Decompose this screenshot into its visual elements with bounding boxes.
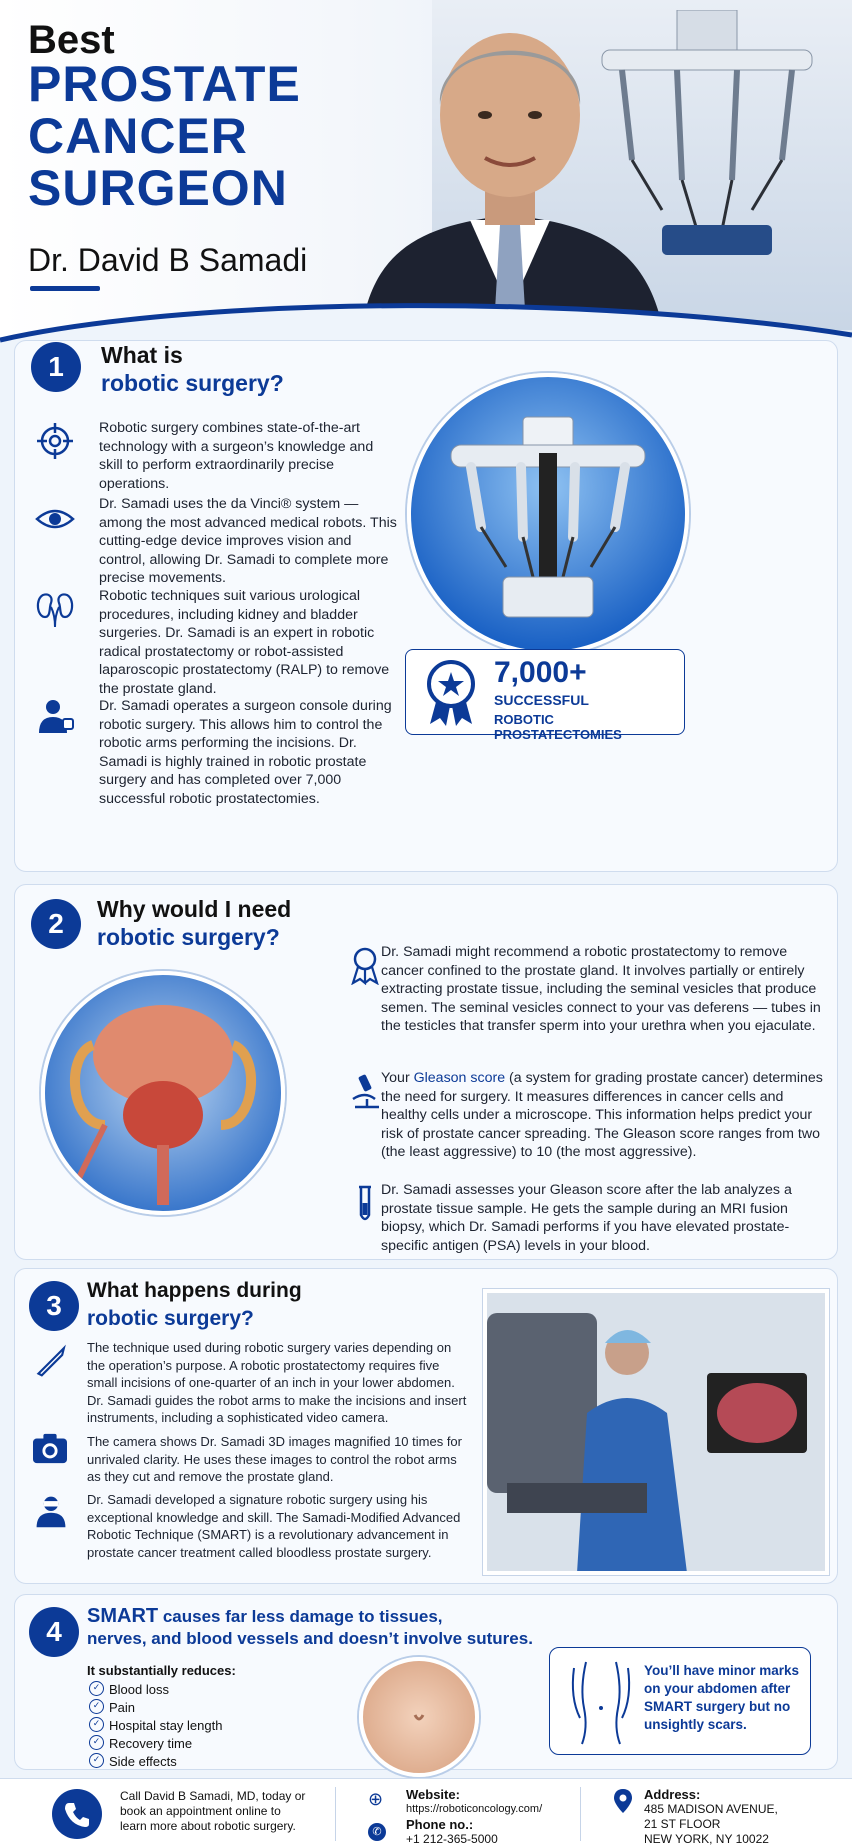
- globe-icon: ⊕: [368, 1789, 384, 1809]
- website-link[interactable]: https://roboticoncology.com/: [406, 1803, 543, 1815]
- footer-divider: [580, 1787, 581, 1841]
- microscope-icon: [345, 1071, 385, 1111]
- stat-line-2: ROBOTIC PROSTATECTOMIES: [494, 712, 622, 742]
- stat-number: 7,000+: [494, 656, 587, 689]
- target-icon: [35, 421, 75, 461]
- gleason-score-link[interactable]: Gleason score: [413, 1070, 506, 1086]
- surgeon-console-photo: [483, 1289, 829, 1575]
- title-line-1: PROSTATE: [28, 56, 301, 112]
- smart-headline: SMART causes far less damage to tissues, nerves, and blood vessels and doesn’t involve sutures.: [87, 1605, 533, 1648]
- footer-divider: [335, 1787, 336, 1841]
- test-tube-icon: [345, 1183, 385, 1223]
- section2-text-2: Your Gleason score (a system for grading prostate cancer) determines the need for surgery. It measures differences in cancer cells and healthy cells under a microscope. This information helps predict your risk of prostate cancer spreading. The Gleason score ranges from two (the least aggressive) to 10 (the most aggressive).: [381, 1070, 823, 1161]
- section3-text-2: The camera shows Dr. Samadi 3D images magnified 10 times for unrivaled clarity. He uses these images to control the robot arms as they cut and remove the prostate gland.: [87, 1434, 462, 1485]
- title-line-2: CANCER: [28, 108, 248, 164]
- header-best: Best: [28, 18, 115, 62]
- doctor-portrait: [320, 10, 700, 340]
- prostate-anatomy-image: [41, 971, 285, 1215]
- scalpel-icon: [35, 1343, 69, 1377]
- list-item: ✓ Side effects: [89, 1753, 222, 1771]
- section1-text-1: Robotic surgery combines state-of-the-art technology with a surgeon’s knowledge and skill to perform extraordinarily precise operations.: [99, 420, 374, 492]
- stat-line-1: SUCCESSFUL: [494, 692, 589, 708]
- surgeon-icon: [35, 695, 75, 735]
- eye-icon: [35, 499, 75, 539]
- footer: [0, 1778, 852, 1847]
- doctor-name: Dr. David B Samadi: [28, 242, 308, 278]
- camera-icon: [31, 1431, 69, 1465]
- section-number: 4: [29, 1607, 79, 1657]
- section1-text-3: Robotic techniques suit various urological procedures, including kidney and bladder surgeries. Dr. Samadi is an expert in robotic radical prostatectomy or robot-assisted laparoscopic prostatectomy (RALP) to remove the prostate gland.: [99, 588, 390, 697]
- section2-text-3: Dr. Samadi assesses your Gleason score after the lab analyzes a prostate tissue sample. He gets the sample during an MRI fusion biopsy, which Dr. Samadi performs if you have elevated prostate-specific antigen (PSA) levels in your blood.: [381, 1182, 792, 1254]
- abdomen-image: [359, 1657, 479, 1777]
- section-smart: [14, 1594, 838, 1770]
- section-number: 3: [29, 1281, 79, 1331]
- phone-icon: ✆: [368, 1823, 386, 1841]
- section3-text-1: The technique used during robotic surgery varies depending on the operation’s purpose. A robotic prostatectomy requires five small incisions of one-quarter of an inch in your lower abdomen. Dr. Samadi guides the robot arms to make the incisions and insert instruments, including a sophisticated video camera.: [87, 1340, 467, 1426]
- list-item: ✓ Blood loss: [89, 1681, 222, 1699]
- footer-website: Website: https://roboticoncology.com/: [406, 1787, 543, 1815]
- torso-icon: [566, 1658, 636, 1746]
- section-title: Why would I need robotic surgery?: [97, 896, 292, 950]
- section1-text-4: Dr. Samadi operates a surgeon console during robotic surgery. This allows him to control the robotic arms performing the incisions. Dr. Samadi is highly trained in robotic prostate surgery and has completed over 7,000 successful robotic prostatectomies.: [99, 698, 392, 807]
- list-item: ✓ Pain: [89, 1699, 222, 1717]
- section-number: 1: [31, 342, 81, 392]
- section-what-is: [14, 340, 838, 872]
- title-line-3: SURGEON: [28, 160, 288, 216]
- kidney-icon: [35, 589, 75, 629]
- doctor-icon: [33, 1493, 69, 1529]
- section-why-need: [14, 884, 838, 1260]
- phone-call-icon[interactable]: [52, 1789, 102, 1839]
- marks-box: [549, 1647, 811, 1755]
- reduces-label: It substantially reduces:: [87, 1663, 236, 1678]
- section-number: 2: [31, 899, 81, 949]
- list-item: ✓ Hospital stay length: [89, 1717, 222, 1735]
- section-title: What is robotic surgery?: [101, 342, 284, 396]
- award-badge-icon: [422, 658, 480, 728]
- ribbon-icon: [345, 945, 385, 985]
- list-item: ✓ Recovery time: [89, 1735, 222, 1753]
- marks-text: You’ll have minor marks on your abdomen after SMART surgery but no unsightly scars.: [644, 1663, 800, 1732]
- reduces-list: [89, 1681, 222, 1771]
- title-underline: [30, 286, 100, 291]
- section3-text-3: Dr. Samadi developed a signature robotic surgery using his exceptional knowledge and skill. The Samadi-Modified Advanced Robotic Technique (SMART) is a revolutionary advancement in prostate cancer treatment called bloodless prostate surgery.: [87, 1492, 461, 1560]
- phone-link[interactable]: +1 212-365-5000: [406, 1832, 498, 1846]
- section-title: What happens during robotic surgery?: [87, 1279, 302, 1330]
- footer-phone: Phone no.: +1 212-365-5000: [406, 1817, 498, 1846]
- location-pin-icon: [614, 1789, 632, 1813]
- hero-header: [0, 0, 852, 340]
- footer-address: Address: 485 MADISON AVENUE, 21 ST FLOOR NEW YORK, NY 10022: [644, 1787, 778, 1846]
- section2-text-1: Dr. Samadi might recommend a robotic prostatectomy to remove cancer confined to the prostate gland. It involves partially or entirely extracting prostate tissue, including the seminal vesicles that produce semen. The seminal vesicles connect to your vas deferens — tubes in the testicles that transfer sperm into your urethra when you ejaculate.: [381, 944, 821, 1035]
- stat-box: [405, 649, 685, 742]
- davinci-robot-image: [407, 373, 689, 655]
- section-what-happens: [14, 1268, 838, 1584]
- section1-text-2: Dr. Samadi uses the da Vinci® system — among the most advanced medical robots. This cutting-edge device improves vision and control, allowing Dr. Samadi to complete more precise movements.: [99, 496, 397, 587]
- footer-cta: Call David B Samadi, MD, today or book an appointment online to learn more about robotic surgery.: [120, 1789, 306, 1833]
